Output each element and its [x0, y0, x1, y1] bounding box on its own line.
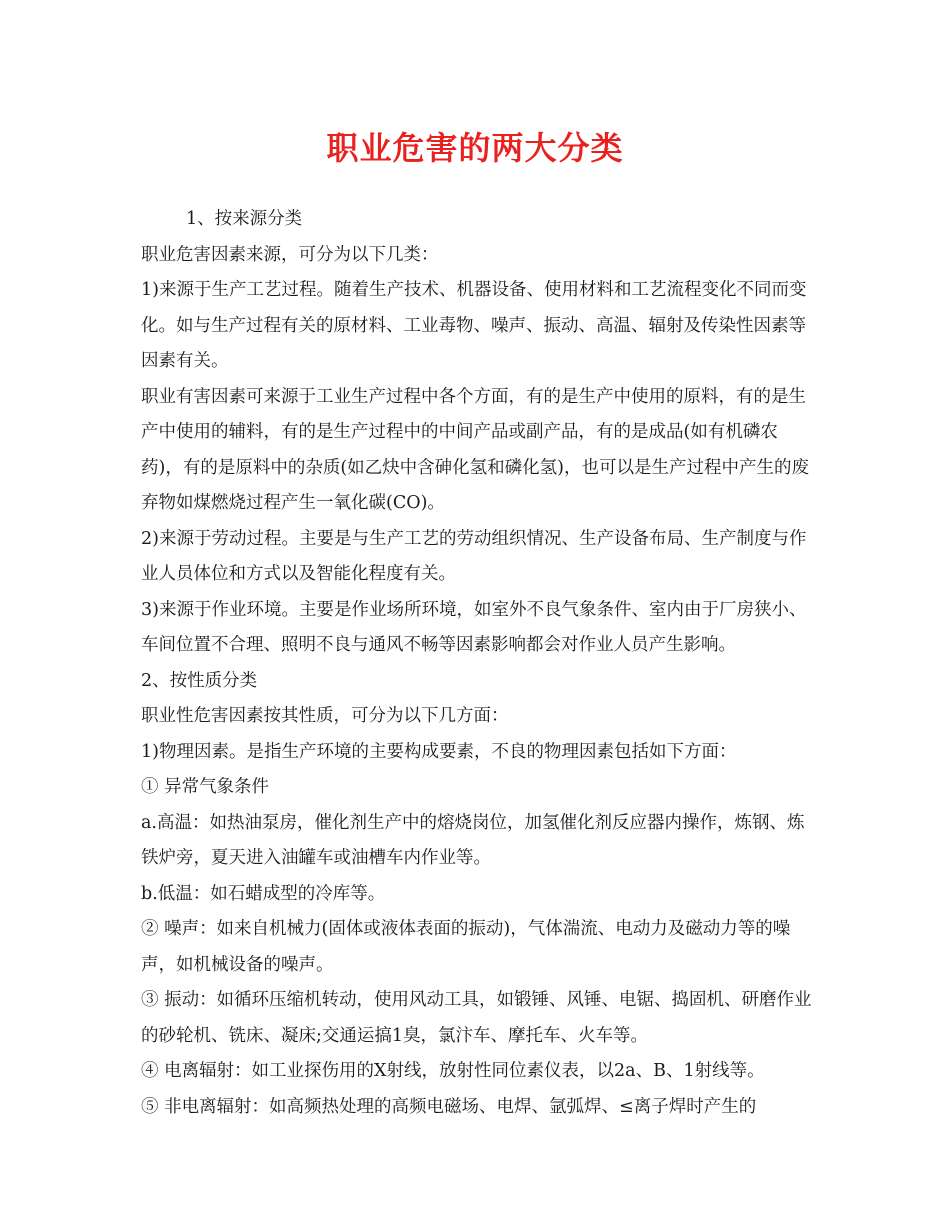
list-item: a.高温：如热油泵房，催化剂生产中的熔烧岗位，加氢催化剂反应器内操作，炼钢、炼铁炉旁，夏天进入油罐车或油槽车内作业等。 [141, 812, 805, 868]
section-heading-by-nature: 2、按性质分类 [141, 670, 258, 691]
document-body [141, 202, 813, 1125]
paragraph: 1)来源于生产工艺过程。随着生产技术、机器设备、使用材料和工艺流程变化不同而变化。如与生产过程有关的原材料、工业毒物、噪声、振动、高温、辐射及传染性因素等因素有关。 [141, 280, 807, 371]
list-item: ③ 振动：如循环压缩机转动，使用风动工具，如锻锤、风锤、电锯、捣固机、研磨作业的砂轮机、铣床、凝床;交通运搞1臭，氯汴车、摩托车、火车等。 [141, 990, 812, 1046]
section-heading-by-source: 1、按来源分类 [186, 209, 303, 229]
list-item: ⑤ 非电离辐射：如高频热处理的高频电磁场、电焊、氩弧焊、≤离子焊时产生的 [141, 1096, 757, 1117]
paragraph: 职业危害因素来源，可分为以下几类： [141, 244, 439, 265]
list-item: ④ 电离辐射：如工业探伤用的X射线，放射性同位素仪表，以2a、B、1射线等。 [141, 1061, 765, 1081]
paragraph: 职业性危害因素按其性质，可分为以下几方面： [141, 706, 509, 726]
list-item: ① 异常气象条件 [141, 777, 270, 797]
paragraph: 2)来源于劳动过程。主要是与生产工艺的劳动组织情况、生产设备布局、生产制度与作业人员体位和方式以及智能化程度有关。 [141, 528, 807, 584]
document-title: 职业危害的两大分类 [326, 129, 624, 167]
list-item: ② 噪声：如来自机械力(固体或液体表面的振动)，气体湍流、电动力及磁动力等的噪声，如机械设备的噪声。 [141, 919, 791, 975]
paragraph: 职业有害因素可来源于工业生产过程中各个方面，有的是生产中使用的原料，有的是生产中使用的辅料，有的是生产过程中的中间产品或副产品，有的是成品(如有机磷农药)，有的是原料中的杂质(如乙炔中含砷化氢和磷化氢)，也可以是生产过程中产生的废弃物如煤燃烧过程产生一氧化碳(CO)。 [141, 386, 809, 513]
paragraph: 3)来源于作业环境。主要是作业场所环境，如室外不良气象条件、室内由于厂房狭小、车间位置不合理、照明不良与通风不畅等因素影响都会对作业人员产生影响。 [141, 599, 807, 655]
list-item: b.低温：如石蜡成型的冷库等。 [141, 883, 386, 904]
paragraph: 1)物理因素。是指生产环境的主要构成要素，不良的物理因素包括如下方面： [141, 741, 737, 762]
